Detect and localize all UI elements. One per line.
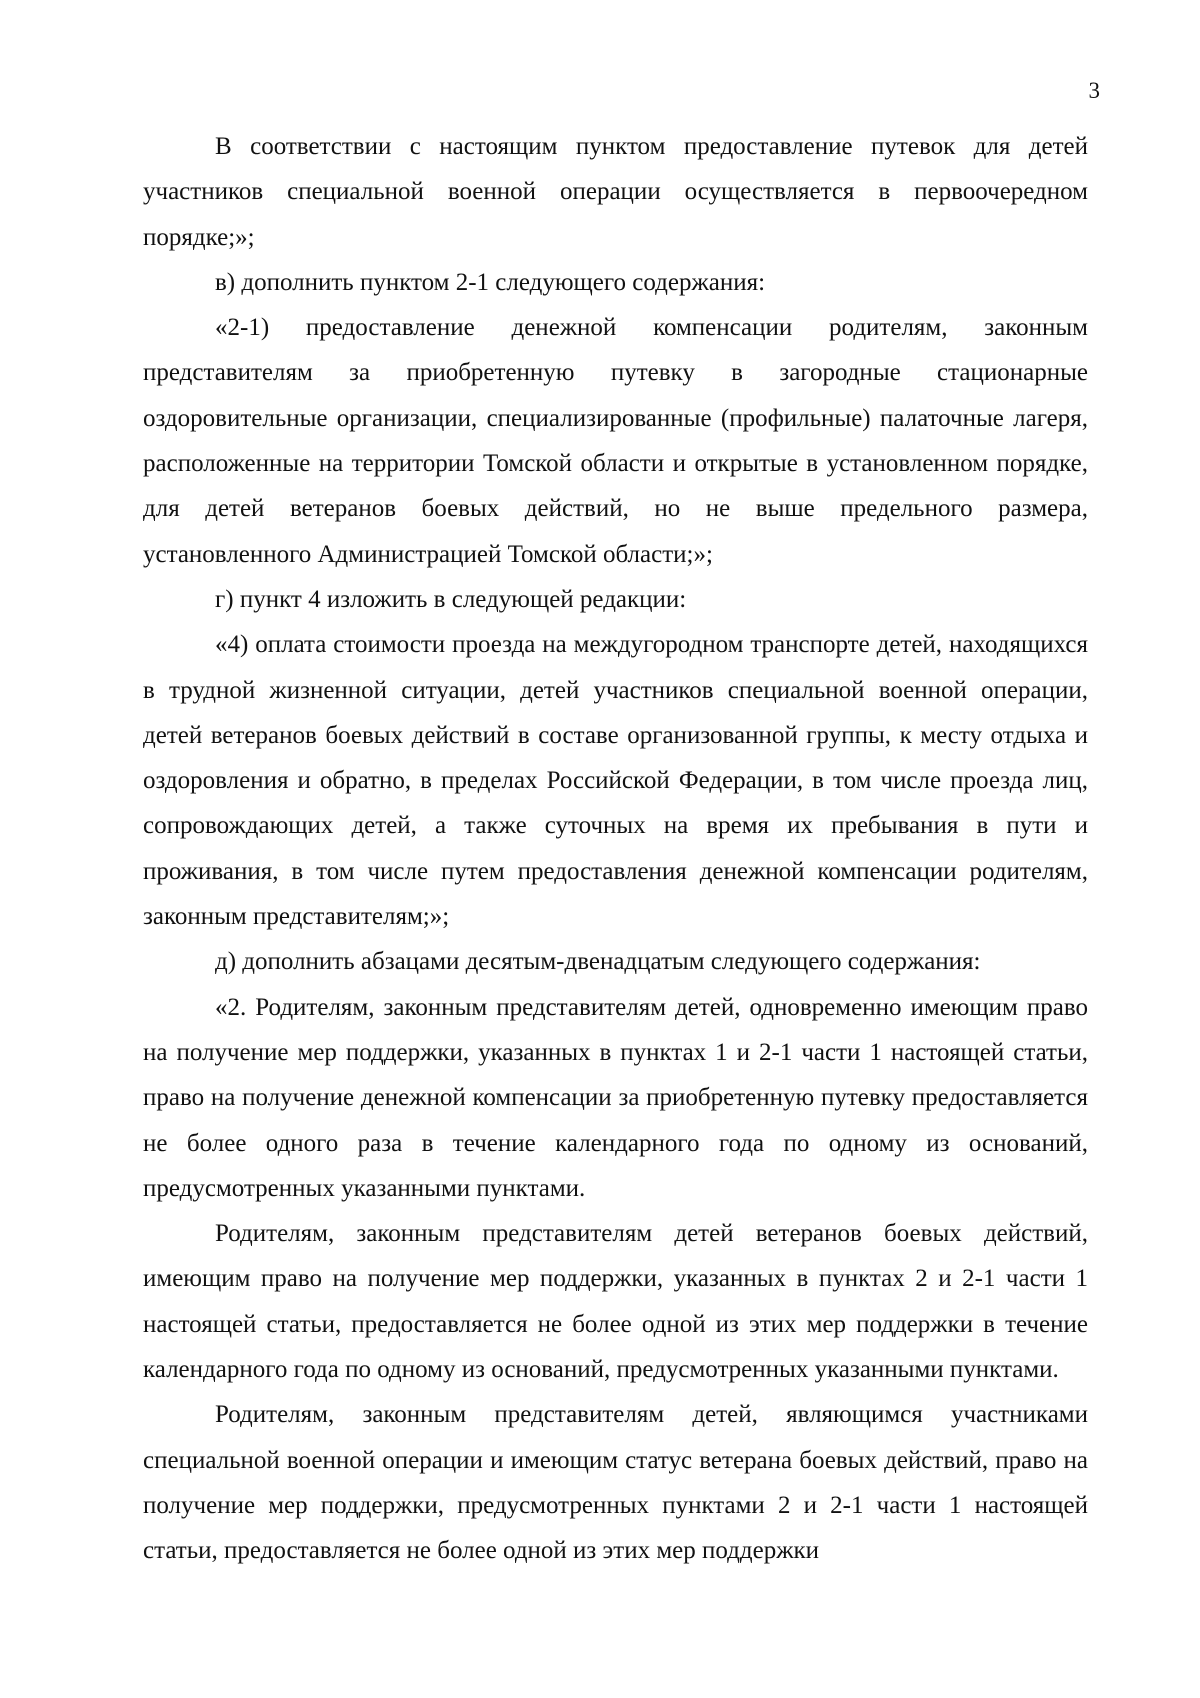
paragraph-section-2: «2. Родителям, законным представителям детей, одновременно имеющим право на получение мер поддержки, указанных в пунктах 1 и 2-1 части 1 настоящей статьи, право на получение денежной компенсации за приобретенную путевку предоставляется не более одного раза в течение календарного года по одному из оснований, предусмотренных указанными пунктами.: [143, 993, 1088, 1202]
paragraph-priority-vouchers: В соответствии с настоящим пунктом предоставление путевок для детей участников специальной военной операции осуществляется в первоочередном порядке;»;: [143, 133, 1088, 251]
page-number: 3: [1088, 78, 1100, 103]
paragraph-item-4: «4) оплата стоимости проезда на междугородном транспорте детей, находящихся в трудной жизненной ситуации, детей участников специальной военной операции, детей ветеранов боевых действий в составе организованной группы, к месту отдыха и оздоровления и обратно, в пределах Российской Федерации, в том числе проезда лиц, сопровождающих детей, а также суточных на время их пребывания в пути и проживания, в том числе путем предоставления денежной компенсации родителям, законным представителям;»;: [143, 631, 1088, 931]
paragraph-amendment-d: д) дополнить абзацами десятым-двенадцатым следующего содержания:: [215, 948, 981, 976]
paragraph-veterans-children: Родителям, законным представителям детей ветеранов боевых действий, имеющим право на получение мер поддержки, указанных в пунктах 2 и 2-1 части 1 настоящей статьи, предоставляется не более одной из этих мер поддержки в течение календарного года по одному из оснований, предусмотренных указанными пунктами.: [143, 1220, 1088, 1384]
document-body: [143, 124, 1088, 1574]
paragraph-svo-participants: Родителям, законным представителям детей, являющимся участниками специальной военной операции и имеющим статус ветерана боевых действий, право на получение мер поддержки, предусмотренных пунктами 2 и 2-1 части 1 настоящей статьи, предоставляется не более одной из этих мер поддержки: [143, 1401, 1088, 1565]
paragraph-amendment-g: г) пункт 4 изложить в следующей редакции:: [215, 585, 687, 613]
paragraph-amendment-v: в) дополнить пунктом 2-1 следующего содержания:: [215, 268, 766, 296]
paragraph-item-2-1: «2-1) предоставление денежной компенсации родителям, законным представителям за приобретенную путевку в загородные стационарные оздоровительные организации, специализированные (профильные) палаточные лагеря, расположенные на территории Томской области и открытые в установленном порядке, для детей ветеранов боевых действий, но не выше предельного размера, установленного Администрацией Томской области;»;: [143, 314, 1088, 568]
